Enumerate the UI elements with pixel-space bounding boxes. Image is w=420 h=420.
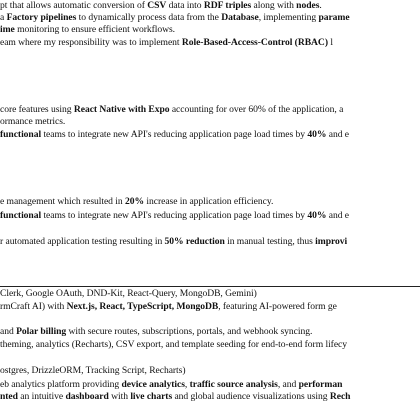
line-dashboard bbox=[0, 391, 350, 402]
line-analytics-desc bbox=[0, 379, 342, 390]
text-run: core features using bbox=[0, 104, 74, 115]
text-run-bold: device analytics bbox=[121, 379, 185, 390]
text-run: eam where my responsibility was to implement bbox=[0, 37, 182, 48]
text-run-bold: nodes bbox=[296, 0, 320, 11]
text-run-bold: React Native with Expo bbox=[73, 104, 170, 115]
text-run: with secure routes, subscriptions, portals, and webhook syncing. bbox=[66, 326, 313, 337]
text-run: teams to integrate new API's reducing application page load times by bbox=[41, 129, 308, 140]
line-functional-teams-1 bbox=[0, 129, 349, 140]
text-run-bold: 40% bbox=[307, 210, 327, 221]
section-divider bbox=[0, 286, 420, 287]
text-run: . bbox=[319, 0, 322, 11]
text-run-bold: Database bbox=[221, 12, 259, 23]
line-factory-pipelines bbox=[0, 12, 350, 23]
text-run: and e bbox=[326, 129, 349, 140]
line-react-native bbox=[0, 104, 343, 115]
text-run-bold: performan bbox=[298, 379, 343, 390]
text-run-bold: functional bbox=[0, 210, 42, 221]
text-run: increase in application efficiency. bbox=[144, 196, 274, 207]
line-rbac bbox=[0, 37, 333, 48]
text-run: accounting for over 60% of the application, a bbox=[169, 104, 344, 115]
text-run-bold: functional bbox=[0, 129, 42, 140]
line-monitoring bbox=[0, 24, 175, 35]
text-run-bold: Role-Based-Access-Control (RBAC) bbox=[181, 37, 328, 48]
text-run-bold: ime bbox=[0, 24, 15, 35]
text-run: rmCraft AI) with bbox=[0, 301, 67, 312]
text-run-bold: 20% bbox=[125, 196, 145, 207]
text-run-bold: Next.js, React, TypeScript, MongoDB bbox=[66, 301, 219, 312]
text-run: eb analytics platform providing bbox=[0, 379, 122, 390]
text-run: Clerk, Google OAuth, DND-Kit, React-Query, MongoDB, Gemini) bbox=[0, 288, 257, 299]
text-run: in manual testing, thus bbox=[224, 236, 316, 247]
text-run: teams to integrate new API's reducing application page load times by bbox=[41, 210, 308, 221]
text-run: e management which resulted in bbox=[0, 196, 125, 207]
text-run-bold: nted bbox=[0, 391, 18, 402]
text-run-bold: 40% bbox=[307, 129, 327, 140]
text-run: r automated application testing resulting in bbox=[0, 236, 165, 247]
text-run: , implementing bbox=[258, 12, 319, 23]
text-run: pt that allows automatic conversion of bbox=[0, 0, 148, 11]
text-run-bold: improvi bbox=[315, 236, 348, 247]
text-run: with bbox=[108, 391, 131, 402]
text-run-bold: RDF triples bbox=[203, 0, 252, 11]
text-run: to dynamically process data from the bbox=[76, 12, 222, 23]
line-state-management bbox=[0, 196, 273, 207]
text-run-bold: Factory pipelines bbox=[6, 12, 77, 23]
line-formcraft-desc bbox=[0, 301, 337, 312]
line-automated-testing bbox=[0, 236, 347, 247]
text-run-bold: parame bbox=[318, 12, 350, 23]
text-run: ostgres, DrizzleORM, Tracking Script, Recharts) bbox=[0, 365, 186, 376]
text-run: ormance metrics. bbox=[0, 116, 66, 127]
text-run: theming, analytics (Recharts), CSV export, and template seeding for end-to-end form lifecy bbox=[0, 339, 347, 350]
text-run-bold: dashboard bbox=[65, 391, 109, 402]
text-run: , bbox=[184, 379, 190, 390]
text-run-bold: Polar billing bbox=[16, 326, 67, 337]
line-performance bbox=[0, 116, 65, 127]
line-polar-billing bbox=[0, 326, 312, 337]
text-run: , featuring AI-powered form ge bbox=[218, 301, 337, 312]
text-run: a bbox=[0, 12, 7, 23]
line-csv-rdf bbox=[0, 0, 322, 11]
text-run: and global audience visualizations using bbox=[172, 391, 330, 402]
line-formcraft-stack bbox=[0, 288, 257, 299]
text-run: along with bbox=[251, 0, 297, 11]
text-run: data into bbox=[166, 0, 204, 11]
line-analytics-stack bbox=[0, 365, 186, 376]
text-run: and bbox=[0, 326, 17, 337]
text-run: monitoring to ensure efficient workflows. bbox=[14, 24, 176, 35]
text-run: l bbox=[327, 37, 333, 48]
text-run-bold: live charts bbox=[130, 391, 173, 402]
text-run-bold: 50% reduction bbox=[164, 236, 225, 247]
text-run: , and bbox=[277, 379, 299, 390]
text-run: an intuitive bbox=[17, 391, 66, 402]
line-theming-analytics bbox=[0, 339, 347, 350]
text-run-bold: Rech bbox=[329, 391, 351, 402]
line-functional-teams-2 bbox=[0, 210, 349, 221]
text-run: and e bbox=[326, 210, 349, 221]
text-run-bold: CSV bbox=[147, 0, 167, 11]
text-run-bold: traffic source analysis bbox=[189, 379, 278, 390]
